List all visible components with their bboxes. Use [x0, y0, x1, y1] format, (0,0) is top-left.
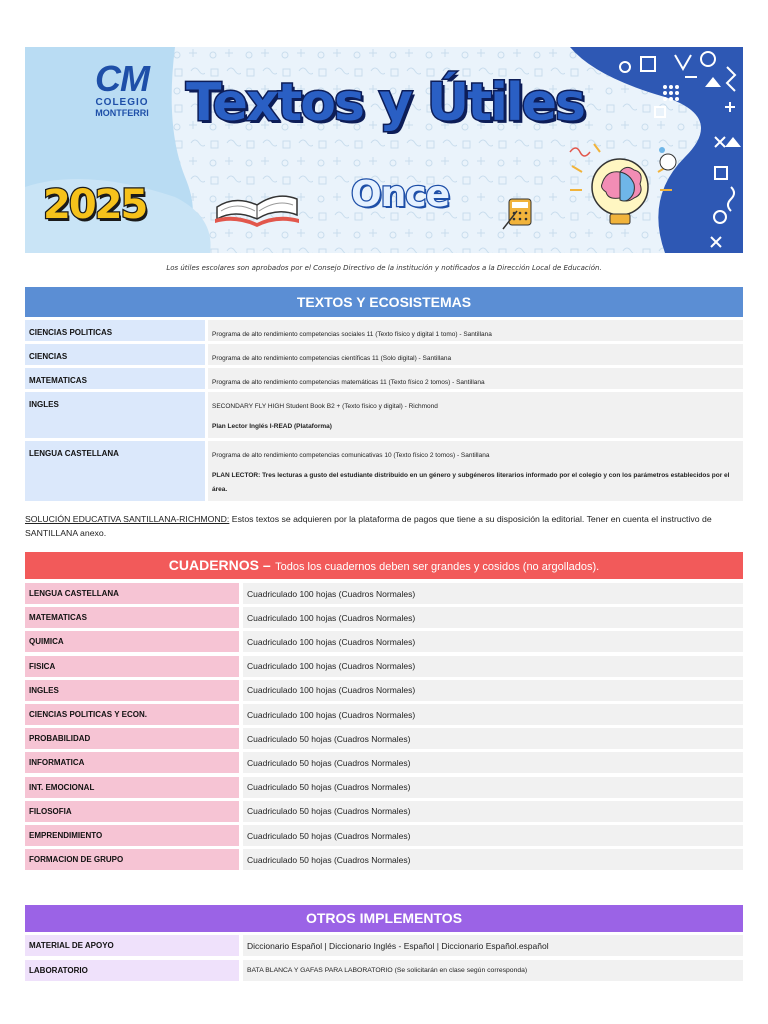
textos-value: [208, 392, 743, 438]
cuadernos-row: [25, 680, 743, 701]
cuadernos-value: Cuadriculado 50 hojas (Cuadros Normales): [243, 752, 743, 773]
otros-row: [25, 935, 743, 956]
cuadernos-subject: MATEMATICAS: [25, 607, 239, 628]
cuadernos-subject: EMPRENDIMIENTO: [25, 825, 239, 846]
logo-mark: CM: [95, 58, 149, 99]
cuadernos-subject: INGLES: [25, 680, 239, 701]
otros-row: [25, 960, 743, 981]
section-title-otros: OTROS IMPLEMENTOS: [305, 910, 463, 926]
cuadernos-row: [25, 801, 743, 822]
cuadernos-value: Cuadriculado 50 hojas (Cuadros Normales): [243, 825, 743, 846]
otros-subject: MATERIAL DE APOYO: [25, 935, 239, 956]
textos-text: Programa de alto rendimiento competencias sociales 11 (Texto físico y digital 1 tomo) - Santillana: [212, 331, 492, 338]
section-header-cuadernos: [25, 552, 743, 579]
textos-row: [25, 368, 743, 389]
textos-subject: INGLES: [25, 392, 205, 438]
cuadernos-subject: INT. EMOCIONAL: [25, 777, 239, 798]
cuadernos-row: [25, 656, 743, 677]
otros-value: BATA BLANCA Y GAFAS PARA LABORATORIO (Se solicitarán en clase según corresponda): [243, 960, 743, 981]
solution-link[interactable]: SOLUCIÓN EDUCATIVA SANTILLANA-RICHMOND:: [25, 514, 230, 524]
textos-text: Programa de alto rendimiento competencias científicas 11 (Solo digital) - Santillana: [212, 355, 452, 362]
cuadernos-row: [25, 728, 743, 749]
cuadernos-row: [25, 607, 743, 628]
textos-value: [208, 441, 743, 501]
cuadernos-row: [25, 752, 743, 773]
cuadernos-row: [25, 849, 743, 870]
cuadernos-subject: LENGUA CASTELLANA: [25, 583, 239, 604]
cuadernos-value: Cuadriculado 50 hojas (Cuadros Normales): [243, 777, 743, 798]
page-title: Textos y Útiles: [186, 73, 584, 133]
logo-line-2: MONTFERRI: [95, 108, 149, 118]
logo-line-1: COLEGIO: [95, 97, 149, 108]
textos-bold-note: PLAN LECTOR: Tres lecturas a gusto del estudiante distribuido en un género y subgéneros literarios informado por el colegio y con los parámetros establecidos por el área.: [212, 472, 730, 493]
cuadernos-subject: QUIMICA: [25, 631, 239, 652]
textos-row: [25, 320, 743, 341]
cuadernos-value: Cuadriculado 100 hojas (Cuadros Normales): [243, 583, 743, 604]
cuadernos-row: [25, 777, 743, 798]
textos-row: [25, 441, 743, 501]
textos-value: [208, 344, 743, 365]
textos-bold-note: Plan Lector Inglés I-READ (Plataforma): [212, 423, 332, 430]
textos-text: SECONDARY FLY HIGH Student Book B2 + (Texto físico y digital) - Richmond: [212, 403, 438, 410]
year-label: 2025: [43, 182, 147, 228]
section-header-textos: [25, 287, 743, 317]
cuadernos-value: Cuadriculado 100 hojas (Cuadros Normales): [243, 631, 743, 652]
cuadernos-row: [25, 825, 743, 846]
solution-note: [25, 512, 743, 540]
cuadernos-value: Cuadriculado 50 hojas (Cuadros Normales): [243, 728, 743, 749]
cuadernos-value: Cuadriculado 100 hojas (Cuadros Normales): [243, 704, 743, 725]
header-banner: [25, 47, 743, 253]
textos-text: Programa de alto rendimiento competencias comunicativas 10 (Texto físico 2 tomos) - Santillana: [212, 452, 490, 459]
textos-text: Programa de alto rendimiento competencias matemáticas 11 (Texto físico 2 tomos) - Santillana: [212, 379, 485, 386]
cuadernos-row: [25, 704, 743, 725]
grade-label: Once: [351, 174, 449, 215]
cuadernos-value: Cuadriculado 50 hojas (Cuadros Normales): [243, 849, 743, 870]
section-title-cuadernos: CUADERNOS –: [168, 557, 271, 573]
textos-subject: LENGUA CASTELLANA: [25, 441, 205, 501]
otros-subject: LABORATORIO: [25, 960, 239, 981]
cuadernos-subject: PROBABILIDAD: [25, 728, 239, 749]
cuadernos-value: Cuadriculado 100 hojas (Cuadros Normales): [243, 607, 743, 628]
cuadernos-subject: FORMACION DE GRUPO: [25, 849, 239, 870]
textos-subject: CIENCIAS POLITICAS: [25, 320, 205, 341]
solution-text: Estos textos se adquieren por la plataforma de pagos que tiene a su disposición la editorial. Tener en cuenta el instructivo de SANTILLANA anexo.: [25, 514, 712, 538]
textos-subject: MATEMATICAS: [25, 368, 205, 389]
cuadernos-subject: CIENCIAS POLITICAS Y ECON.: [25, 704, 239, 725]
section-subtitle-cuadernos: Todos los cuadernos deben ser grandes y cosidos (no argollados).: [275, 561, 600, 573]
cuadernos-row: [25, 583, 743, 604]
section-header-otros: [25, 905, 743, 932]
section-title-textos: TEXTOS Y ECOSISTEMAS: [296, 294, 472, 310]
cuadernos-value: Cuadriculado 100 hojas (Cuadros Normales): [243, 656, 743, 677]
cuadernos-subject: FILOSOFIA: [25, 801, 239, 822]
textos-row: [25, 344, 743, 365]
school-logo: [87, 58, 157, 118]
textos-value: [208, 320, 743, 341]
textos-value: [208, 368, 743, 389]
approval-note: Los útiles escolares son aprobados por el Consejo Directivo de la institución y notificados a la Dirección Local de Educación.: [166, 264, 602, 272]
cuadernos-value: Cuadriculado 100 hojas (Cuadros Normales): [243, 680, 743, 701]
cuadernos-value: Cuadriculado 50 hojas (Cuadros Normales): [243, 801, 743, 822]
textos-row: [25, 392, 743, 438]
cuadernos-subject: INFORMATICA: [25, 752, 239, 773]
textos-subject: CIENCIAS: [25, 344, 205, 365]
cuadernos-subject: FISICA: [25, 656, 239, 677]
cuadernos-row: [25, 631, 743, 652]
otros-value: Diccionario Español | Diccionario Inglés - Español | Diccionario Español.español: [243, 935, 743, 956]
